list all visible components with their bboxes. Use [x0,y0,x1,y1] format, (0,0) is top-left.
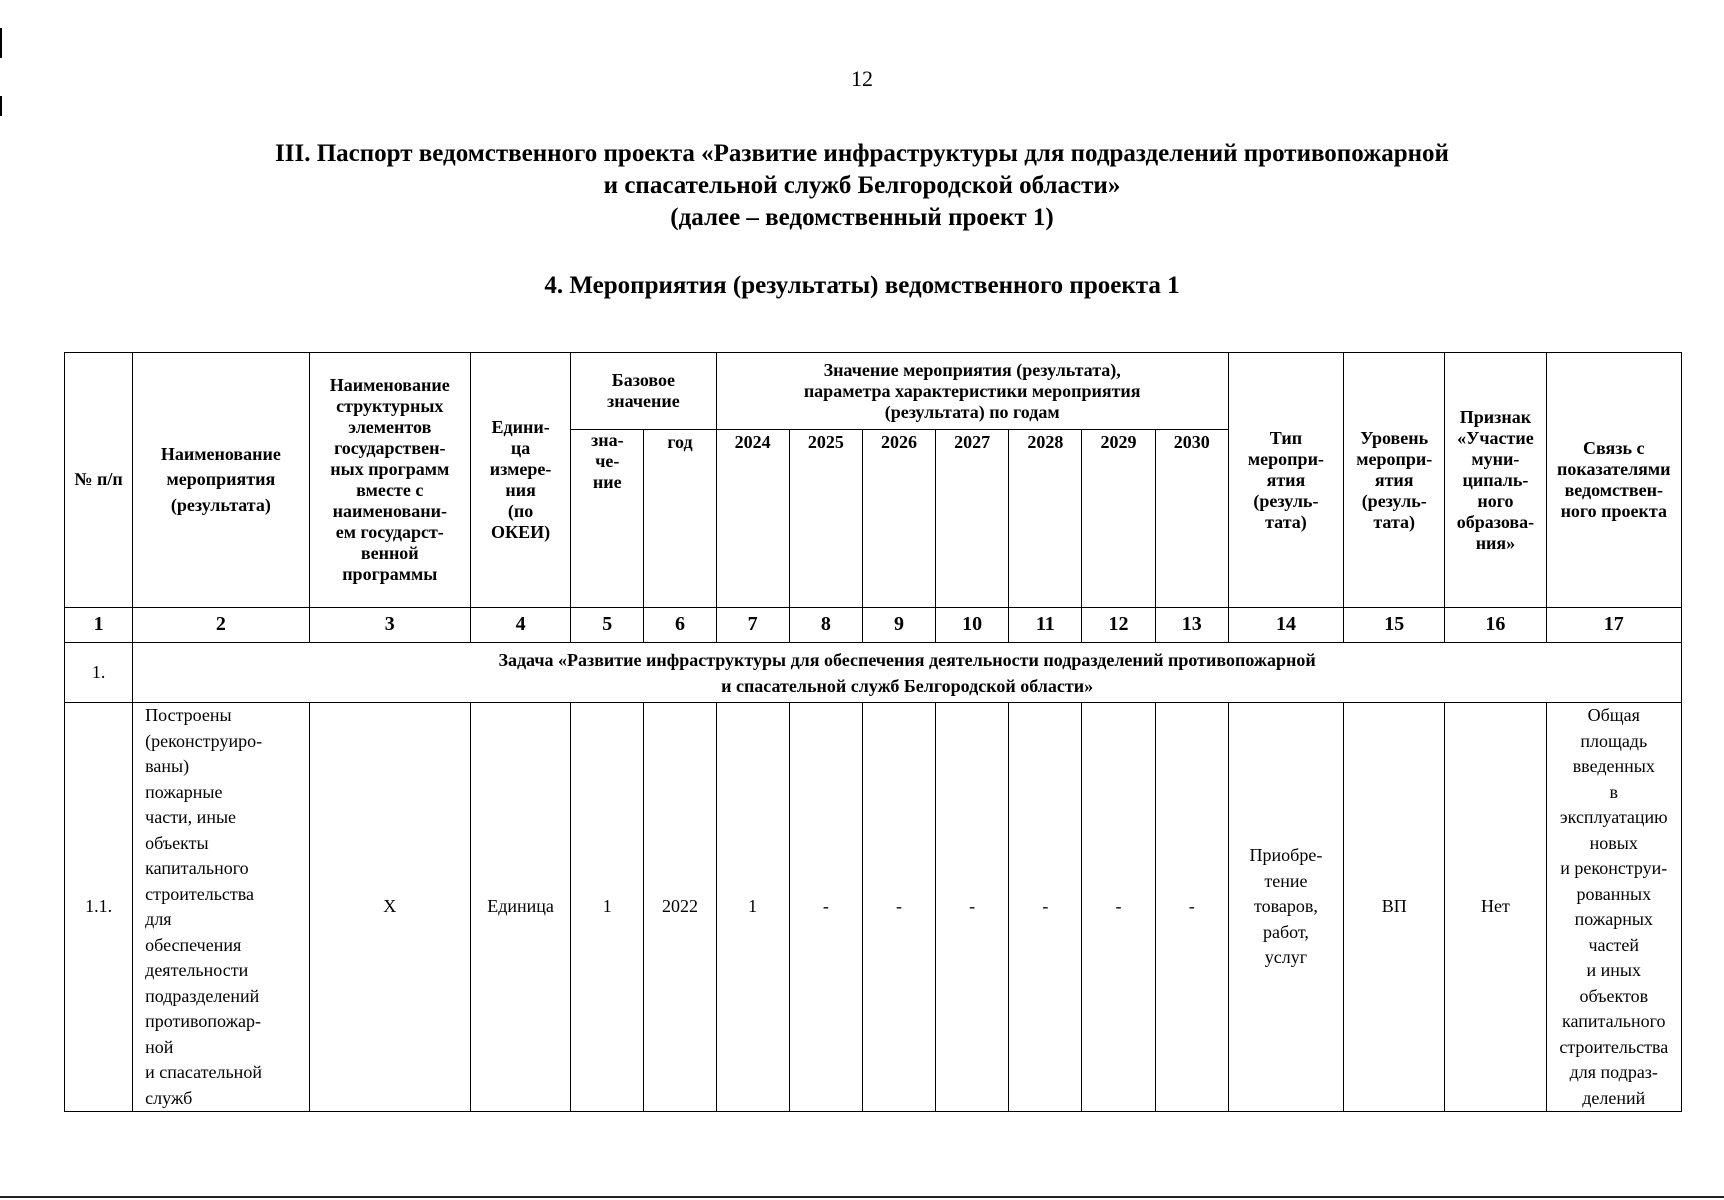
text-line: капитального [1562,1011,1666,1031]
text-line: для подраз- [1569,1062,1658,1082]
text-line: и иных [1586,960,1642,980]
row-name [133,703,309,1112]
header-base-group [571,353,716,430]
text-line: образова- [1456,511,1535,532]
header-level [1344,353,1445,608]
text-line: меропри- [1247,448,1324,469]
header-year: 2025 [789,430,862,608]
header-years-group [716,353,1228,430]
row-link [1546,703,1681,1112]
text-line: товаров, [1253,896,1318,917]
column-number: 15 [1344,608,1445,643]
text-line: ца [510,438,531,458]
column-number: 3 [309,608,470,643]
text-line: услуг [1264,947,1308,968]
row-level: ВП [1344,703,1445,1112]
task-title [133,643,1682,703]
column-number: 12 [1082,608,1155,643]
text-line: ного проекта [1560,501,1667,521]
header-name: Наименование мероприятия (результата) [133,353,309,608]
scan-edge-mark [0,28,2,58]
text-line: делений [1582,1087,1646,1108]
text-line: меропри- [1356,448,1433,469]
text-line: ного [1477,490,1514,511]
text-line: венной [360,543,419,563]
task-title-line-1: Задача «Развитие инфраструктуры для обеспечения деятельности подразделений противопожарной [498,649,1316,670]
column-number: 6 [644,608,716,643]
text-line: программы [342,564,438,584]
text-line: подразделений [145,985,260,1006]
text-line: новых [1589,832,1638,853]
header-year: 2030 [1155,430,1228,608]
text-line: Едини- [491,417,550,437]
row-year-value: - [936,703,1009,1112]
text-line: измере- [489,459,552,479]
text-line: ных программ [330,459,450,479]
column-number: 11 [1009,608,1082,643]
section-title: 4. Мероприятия (результаты) ведомственного проекта 1 [544,272,1180,299]
header-municipal [1445,353,1546,608]
row-type [1228,703,1343,1112]
text-line: Связь с [1583,438,1645,458]
text-line: деятельности [145,960,249,980]
text-line: противопожар- [145,1011,262,1031]
text-line: Признак [1459,406,1532,427]
row-year-value: - [1009,703,1082,1112]
text-line: Уровень [1360,427,1429,448]
header-unit [470,353,570,608]
text-line: ной [145,1036,174,1057]
row-base-value: 1 [571,703,644,1112]
title-line-3: (далее – ведомственный проект 1) [670,204,1054,231]
text-line: че- [595,451,620,471]
column-numbers-row [65,608,1682,643]
text-line: ятия [1266,469,1306,490]
page-number: 12 [851,66,873,91]
header-year: 2029 [1082,430,1155,608]
text-line: вместе с [356,480,424,500]
text-line: (результата) по годам [884,401,1060,422]
row-year-value: - [1155,703,1228,1112]
column-number: 5 [571,608,644,643]
text-line: значение [607,391,680,411]
text-line: и спасательной [145,1062,262,1082]
text-line: параметра характеристики мероприятия [803,380,1141,401]
text-line: ния [505,480,536,500]
text-line: Наименование [329,375,450,395]
text-line: объекты [145,832,209,853]
text-line: Значение мероприятия (результата), [823,359,1121,380]
text-line: обеспечения [145,934,242,955]
row-base-year: 2022 [644,703,716,1112]
text-line: ведомствен- [1564,480,1663,500]
text-line: (резуль- [1253,490,1319,511]
column-number: 2 [133,608,309,643]
text-line: капитального [145,858,249,878]
text-line: части, иные [145,807,237,827]
text-line: работ, [1262,921,1309,942]
text-line: Общая [1587,705,1640,725]
text-line: строительства [1559,1036,1669,1057]
text-line: ятия [1374,469,1414,490]
results-table [64,352,1682,1112]
text-line: ние [592,472,622,492]
task-number: 1. [65,643,133,703]
row-year-value: - [862,703,935,1112]
text-line: государствен- [334,438,446,458]
text-line: эксплуатацию [1559,807,1668,827]
text-line: (реконструиро- [145,730,263,751]
title-line-2: и спасательной служб Белгородской области» [603,172,1121,199]
column-number: 4 [470,608,570,643]
text-line: пожарные [145,781,223,802]
text-line: показателями [1557,459,1671,479]
task-row [65,643,1682,703]
row-structural: X [309,703,470,1112]
text-line: наименовани- [332,501,447,521]
text-line: (резуль- [1361,490,1427,511]
text-line: тата) [1265,511,1307,532]
text-line: «Участие [1457,427,1534,448]
column-number: 16 [1445,608,1546,643]
column-number: 13 [1155,608,1228,643]
header-year: 2027 [936,430,1009,608]
scan-edge-mark [0,96,2,116]
column-number: 10 [936,608,1009,643]
row-year-value: 1 [716,703,789,1112]
header-year: 2024 [716,430,789,608]
text-line: служб [145,1087,193,1108]
column-number: 14 [1228,608,1343,643]
text-line: (по [507,501,534,521]
header-base-year: год [644,430,716,608]
title-line-1: III. Паспорт ведомственного проекта «Развитие инфраструктуры для подразделений противопожарной [275,140,1449,167]
table-row [65,703,1682,1112]
column-number: 7 [716,608,789,643]
text-line: муни- [1471,448,1520,469]
header-link [1546,353,1681,608]
header-base-value [571,430,644,608]
column-number: 17 [1546,608,1681,643]
text-line: ципаль- [1462,469,1529,490]
header-year: 2028 [1009,430,1082,608]
text-line: ем государст- [335,522,444,542]
task-title-line-2: и спасательной служб Белгородской области» [721,675,1094,696]
row-unit: Единица [470,703,570,1112]
text-line: в [1609,781,1619,802]
text-line: строительства [145,883,255,904]
scan-bottom-edge [0,1196,1724,1198]
row-year-value: - [789,703,862,1112]
row-number: 1.1. [65,703,133,1112]
text-line: тение [1264,870,1308,891]
header-type [1228,353,1343,608]
header-year: 2026 [862,430,935,608]
text-line: для [145,909,172,929]
column-number: 9 [862,608,935,643]
text-line: рованных [1576,883,1652,904]
text-line: и реконструи- [1560,858,1668,878]
header-structural-elements [309,353,470,608]
text-line: тата) [1373,511,1416,532]
text-line: пожарных [1574,909,1653,929]
text-line: Построены [145,705,232,725]
text-line: ваны) [145,756,190,776]
row-year-value: - [1082,703,1155,1112]
row-municipal: Нет [1445,703,1546,1112]
column-number: 1 [65,608,133,643]
text-line: введенных [1572,756,1655,776]
text-line: Базовое [611,370,675,390]
text-line: структурных [336,396,444,416]
text-line: элементов [348,417,432,437]
text-line: частей [1588,934,1640,955]
text-line: ОКЕИ) [491,522,551,542]
header-number: № п/п [65,353,133,608]
document-title [0,138,1724,234]
text-line: объектов [1579,985,1649,1006]
text-line: Приобре- [1249,845,1323,866]
text-line: ния» [1475,532,1516,553]
text-line: Тип [1269,427,1303,448]
text-line: площадь [1580,730,1648,751]
text-line: зна- [590,430,624,450]
column-number: 8 [789,608,862,643]
